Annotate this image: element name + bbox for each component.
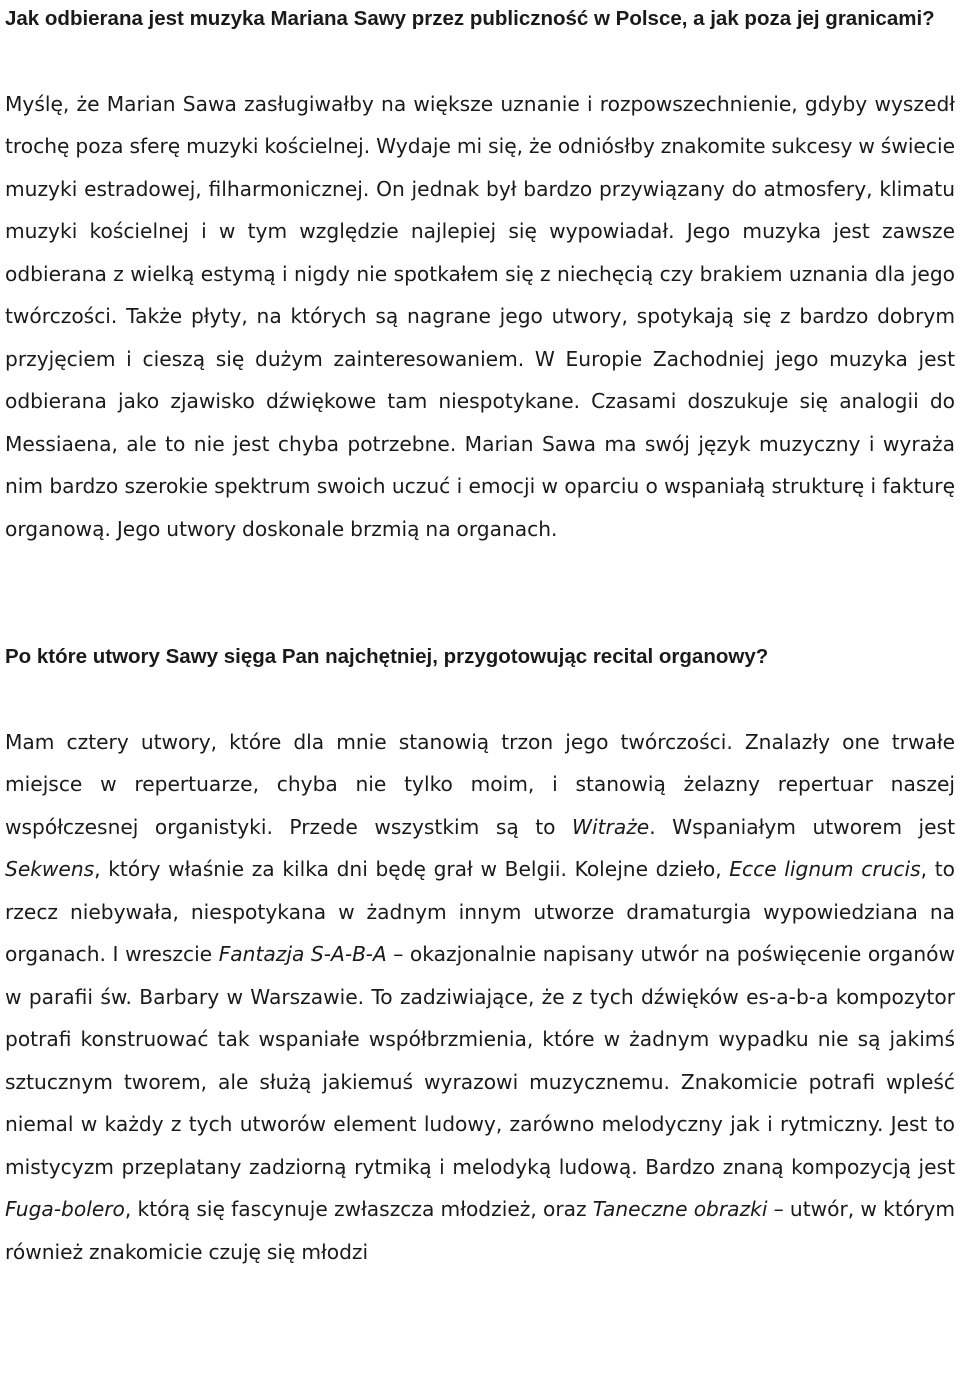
answer-text-segment: Mam cztery utwory, które dla mnie stanowią trzon jego twórczości. Znalazły one trwałe miejsce w repertuarze, chyba nie tylko moim, i stanowią żelazny repertuar naszej współczesnej organistyki. Przede wszystkim są to — [5, 729, 955, 839]
work-title-ecce-lignum-crucis: Ecce lignum crucis — [729, 857, 921, 881]
answer-paragraph-2 — [5, 721, 955, 1274]
question-heading-1: Jak odbierana jest muzyka Mariana Sawy przez publiczność w Polsce, a jak poza jej granicami? — [5, 7, 935, 30]
document-page — [5, 0, 955, 1273]
answer-text-segment: , który właśnie za kilka dni będę grał w Belgii. Kolejne dzieło, — [94, 857, 730, 881]
work-title-fuga-bolero: Fuga-bolero — [5, 1197, 125, 1221]
answer-paragraph-1: Myślę, że Marian Sawa zasługiwałby na większe uznanie i rozpowszechnienie, gdyby wyszedł trochę poza sferę muzyki kościelnej. Wydaje mi się, że odniósłby znakomite sukcesy w świecie muzyki estradowej, filharmonicznej. On jednak był bardzo przywiązany do atmosfery, klimatu muzyki kościelnej i w tym względzie najlepiej się wypowiadał. Jego muzyka jest zawsze odbierana z wielką estymą i nigdy nie spotkałem się z niechęcią czy brakiem uznania dla jego twórczości. Także płyty, na których są nagrane jego utwory, spotykają się z bardzo dobrym przyjęciem i cieszą się dużym zainteresowaniem. W Europie Zachodniej jego muzyka jest odbierana jako zjawisko dźwiękowe tam niespotykane. Czasami doszukuje się analogii do Messiaena, ale to nie jest chyba potrzebne. Marian Sawa ma swój język muzyczny i wyraża nim bardzo szerokie spektrum swoich uczuć i emocji w oparciu o wspaniałą strukturę i fakturę organową. Jego utwory doskonale brzmią na organach. — [5, 91, 955, 541]
work-title-taneczne-obrazki: Taneczne obrazki — [592, 1197, 768, 1221]
work-title-sekwens: Sekwens — [5, 857, 95, 881]
question-heading-2: Po które utwory Sawy sięga Pan najchętniej, przygotowując recital organowy? — [5, 645, 769, 668]
answer-text-segment: , to rzecz niebywała, niespotykana w żadnym innym utworze dramaturgia wypowiedziana na organach. I wreszcie — [5, 857, 955, 966]
answer-text-segment: . Wspaniałym utworem jest — [649, 814, 955, 839]
work-title-fantazja-saba: Fantazja S-A-B-A — [218, 942, 387, 966]
work-title-witraze: Witraże — [572, 814, 650, 839]
answer-text-segment: , którą się fascynuje zwłaszcza młodzież, oraz — [124, 1197, 593, 1221]
answer-text-segment: – utwór, w którym również znakomicie czuję się młodzi — [5, 1197, 956, 1264]
answer-text-segment: – okazjonalnie napisany utwór na poświęcenie organów w parafii św. Barbary w Warszawie. To zadziwiające, że z tych dźwięków es-a-b-a kompozytor potrafi konstruować tak wspaniałe współbrzmienia, które w żadnym wypadku nie są jakimś sztucznym tworem, ale służą jakiemuś wyrazowi muzycznemu. Znakomicie potrafi wpleść niemal w każdy z tych utworów element ludowy, zarówno melodyczny jak i rytmiczny. Jest to mistycyzm przeplatany zadziorną rytmiką i melodyką ludową. Bardzo znaną kompozycją jest — [5, 942, 955, 1179]
